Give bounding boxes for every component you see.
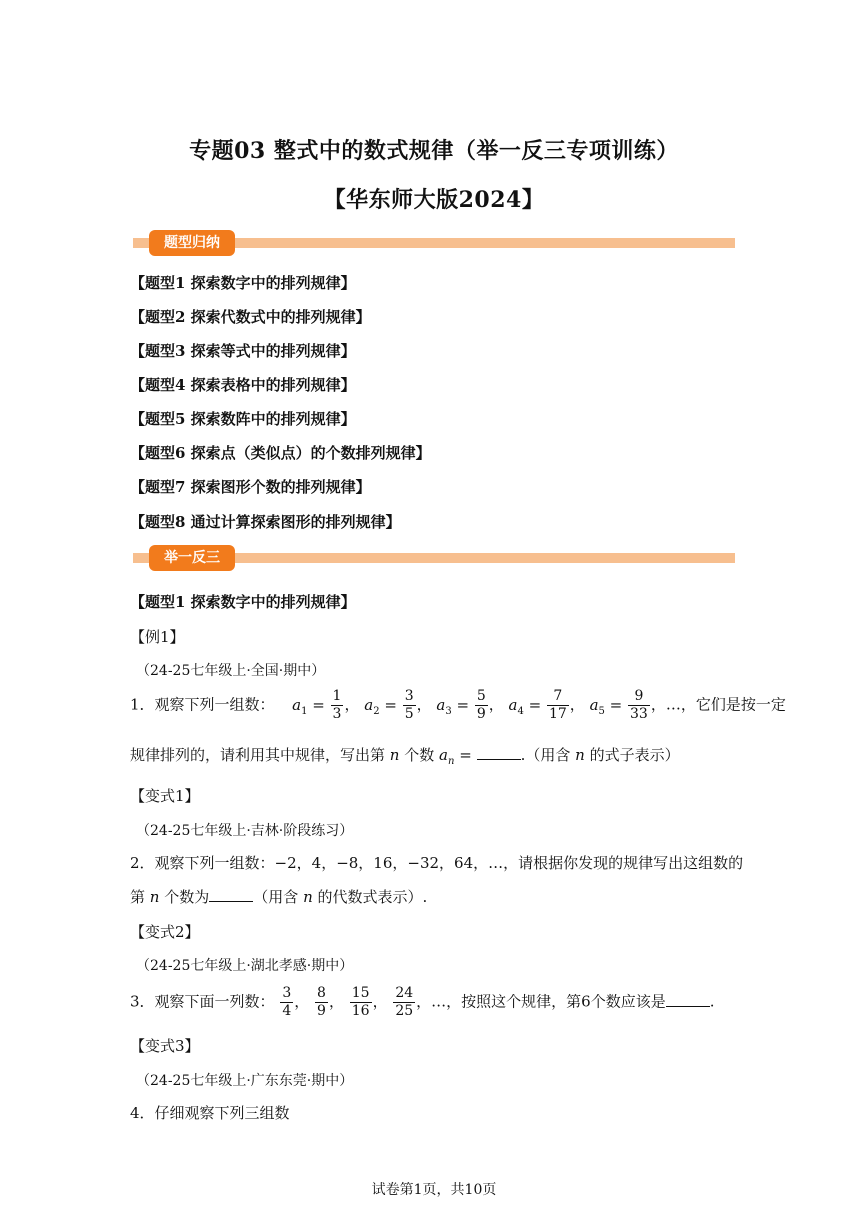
- fraction-4: $\frac{24}{25}$: [395, 985, 414, 1019]
- question-2-line-2: 第 n 个数为 （用含 n 的代数式表示）.: [130, 888, 428, 906]
- variant-1-label: 【变式1】: [130, 787, 200, 805]
- question-3-line: 3．观察下面一列数： $\frac{3}{4}$ ， $\frac{8}{9}$ ， $\frac{15}{16}$ ， $\frac{24}{25}$ ，…，按照这个规律，第6个数应该是 .: [130, 985, 715, 1019]
- fraction-1: $\frac{3}{4}$: [282, 985, 292, 1019]
- variant-2-source: （24-25七年级上·湖北孝感·期中）: [136, 958, 354, 974]
- term-a3: $a_3$ = $\frac{5}{9}$: [436, 688, 486, 722]
- example-label: 【例1】: [130, 628, 185, 646]
- type-list-item-6: 【题型6 探索点（类似点）的个数排列规律】: [130, 444, 431, 462]
- example-source: （24-25七年级上·全国·期中）: [136, 663, 326, 679]
- type-list-item-4: 【题型4 探索表格中的排列规律】: [130, 376, 356, 394]
- fraction-2: $\frac{8}{9}$: [317, 985, 326, 1019]
- question-2-line-1: 2．观察下列一组数：−2，4，−8，16，−32，64，…，请根据你发现的规律写出这组数的: [130, 854, 744, 872]
- term-a2: $a_2$ = $\frac{3}{5}$: [364, 688, 414, 722]
- type-list-item-1: 【题型1 探索数字中的排列规律】: [130, 274, 356, 292]
- term-a1: $a_1$ = $\frac{1}{3}$: [292, 688, 342, 722]
- fraction-3: $\frac{15}{16}$: [351, 985, 370, 1019]
- variant-1-source: （24-25七年级上·吉林·阶段练习）: [136, 823, 354, 839]
- type-heading: 【题型1 探索数字中的排列规律】: [130, 593, 356, 611]
- type-list-item-8: 【题型8 通过计算探索图形的排列规律】: [130, 513, 401, 531]
- type-list-item-7: 【题型7 探索图形个数的排列规律】: [130, 478, 371, 496]
- term-a5: $a_5$ = $\frac{9}{33}$: [589, 688, 648, 722]
- answer-blank[interactable]: [209, 887, 253, 902]
- type-list-item-2: 【题型2 探索代数式中的排列规律】: [130, 308, 371, 326]
- section-header-types: [133, 230, 735, 256]
- variant-2-label: 【变式2】: [130, 923, 200, 941]
- section-label: 题型归纳: [149, 230, 235, 256]
- section-header-practice: [133, 545, 735, 571]
- question-4-line: 4．仔细观察下列三组数: [130, 1104, 290, 1122]
- variant-3-source: （24-25七年级上·广东东莞·期中）: [136, 1073, 354, 1089]
- question-1-lead: 1．观察下列一组数：: [130, 695, 275, 714]
- page-title: 专题03 整式中的数式规律（举一反三专项训练）: [189, 138, 679, 164]
- page-footer: 试卷第1页，共10页: [371, 1182, 497, 1198]
- variant-3-label: 【变式3】: [130, 1037, 200, 1055]
- question-1-line-2: 规律排列的，请利用其中规律，写出第 n 个数 $a_n$ = .（用含 n 的式子表示）: [130, 746, 680, 767]
- question-1-line-1: 1．观察下列一组数： $a_1$ = $\frac{1}{3}$ ， $a_2$ = $\frac{3}{5}$ ， $a_3$ = $\frac{5}{9}$ ， $a_4$ = $\frac{7}{17}$ ， $a_5$ = $\frac{9}{33}$ ，…，它们是按一定: [130, 688, 786, 722]
- term-a4: $a_4$ = $\frac{7}{17}$: [508, 688, 567, 722]
- page-subtitle: 【华东师大版2024】: [323, 187, 545, 213]
- type-list-item-3: 【题型3 探索等式中的排列规律】: [130, 342, 356, 360]
- section-label: 举一反三: [149, 545, 235, 571]
- answer-blank[interactable]: [477, 745, 521, 760]
- type-list-item-5: 【题型5 探索数阵中的排列规律】: [130, 410, 356, 428]
- answer-blank[interactable]: [666, 992, 710, 1007]
